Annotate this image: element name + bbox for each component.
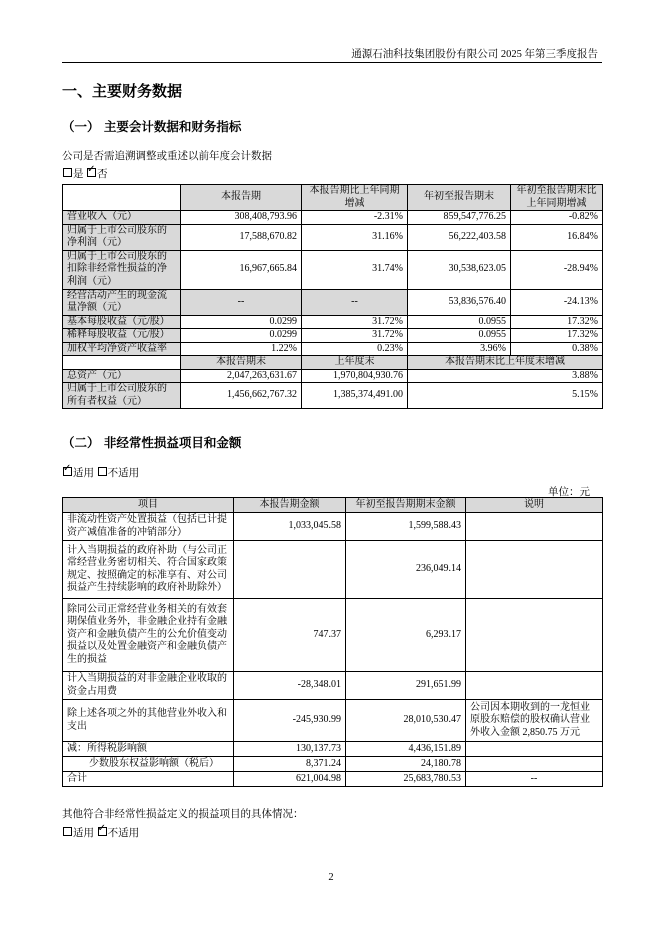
header-cell: 本报告期末比上年度末增减 bbox=[408, 356, 603, 370]
cell: -28,348.01 bbox=[234, 672, 346, 700]
cell: 3.96% bbox=[408, 342, 511, 356]
cell: 17.32% bbox=[511, 315, 603, 329]
cell: -245,930.99 bbox=[234, 700, 346, 742]
cell: 56,222,403.58 bbox=[408, 224, 511, 250]
cell: 0.0299 bbox=[181, 315, 302, 329]
other-applicable-options: 适用 ✓ 不适用 bbox=[62, 825, 139, 840]
header-divider bbox=[62, 62, 602, 63]
table-row bbox=[63, 541, 603, 599]
cell: 4,436,151.89 bbox=[346, 742, 466, 757]
table-row bbox=[63, 383, 603, 409]
cell: 236,049.14 bbox=[346, 541, 466, 599]
cell: 859,547,776.25 bbox=[408, 211, 511, 225]
table-row bbox=[63, 329, 603, 343]
item-cell: 减：所得税影响额 bbox=[63, 742, 234, 757]
cell bbox=[234, 541, 346, 599]
note-cell bbox=[466, 599, 603, 672]
page-header: 通源石油科技集团股份有限公司 2025 年第三季度报告 bbox=[351, 49, 598, 60]
cell: 0.0955 bbox=[408, 329, 511, 343]
item-cell: 合计 bbox=[63, 772, 234, 787]
cell: 2,047,263,631.67 bbox=[181, 369, 302, 383]
unit-label: 单位：元 bbox=[548, 487, 590, 498]
note-cell: -- bbox=[466, 772, 603, 787]
checkbox-checked-icon[interactable] bbox=[63, 467, 72, 476]
checkbox-checked-icon[interactable] bbox=[98, 827, 107, 836]
cell: 8,371.24 bbox=[234, 757, 346, 772]
cell: 0.0955 bbox=[408, 315, 511, 329]
note-cell: 公司因本期收到的一龙恒业原股东赔偿的股权确认营业外收入金额 2,850.75 万元 bbox=[466, 700, 603, 742]
table-row bbox=[63, 289, 603, 315]
row-label: 营业收入（元） bbox=[63, 211, 181, 225]
header-cell: 项目 bbox=[63, 498, 234, 513]
cell: 1,385,374,491.00 bbox=[302, 383, 408, 409]
cell: 53,836,576.40 bbox=[408, 289, 511, 315]
cell: 291,651.99 bbox=[346, 672, 466, 700]
header-cell: 上年度末 bbox=[302, 356, 408, 370]
cell: 31.74% bbox=[302, 250, 408, 289]
header-cell: 年初至报告期期末金额 bbox=[346, 498, 466, 513]
cell: 1,033,045.58 bbox=[234, 513, 346, 541]
row-label: 归属于上市公司股东的所有者权益（元） bbox=[63, 383, 181, 409]
header-cell: 本报告期末 bbox=[181, 356, 302, 370]
restate-options: 是 ✓ 否 bbox=[62, 166, 108, 181]
table-total-row bbox=[63, 772, 603, 787]
row-label: 基本每股收益（元/股） bbox=[63, 315, 181, 329]
restate-question: 公司是否需追溯调整或重述以前年度会计数据 bbox=[62, 151, 272, 162]
note-cell bbox=[466, 742, 603, 757]
checkbox-unchecked-icon[interactable] bbox=[63, 168, 72, 177]
row-label: 经营活动产生的现金流量净额（元） bbox=[63, 289, 181, 315]
table-row bbox=[63, 211, 603, 225]
cell: -- bbox=[181, 289, 302, 315]
header-cell: 年初至报告期末 bbox=[408, 185, 511, 211]
cell: 1,456,662,767.32 bbox=[181, 383, 302, 409]
row-label: 稀释每股收益（元/股） bbox=[63, 329, 181, 343]
cell: 621,004.98 bbox=[234, 772, 346, 787]
header-cell: 年初至报告期末比上年同期增减 bbox=[511, 185, 603, 211]
table-row bbox=[63, 700, 603, 742]
item-cell: 计入当期损益的对非金融企业收取的资金占用费 bbox=[63, 672, 234, 700]
cell: 17.32% bbox=[511, 329, 603, 343]
cell: -2.31% bbox=[302, 211, 408, 225]
cell: 31.72% bbox=[302, 315, 408, 329]
checkbox-unchecked-icon[interactable] bbox=[98, 467, 107, 476]
header-cell: 本报告期金额 bbox=[234, 498, 346, 513]
cell: 28,010,530.47 bbox=[346, 700, 466, 742]
cell: 130,137.73 bbox=[234, 742, 346, 757]
item-cell: 少数股东权益影响额（税后） bbox=[63, 757, 234, 772]
cell: -28.94% bbox=[511, 250, 603, 289]
row-label: 归属于上市公司股东的净利润（元） bbox=[63, 224, 181, 250]
cell: 30,538,623.05 bbox=[408, 250, 511, 289]
cell: 6,293.17 bbox=[346, 599, 466, 672]
cell: 3.88% bbox=[408, 369, 603, 383]
table-row bbox=[63, 599, 603, 672]
note-cell bbox=[466, 757, 603, 772]
cell: 24,180.78 bbox=[346, 757, 466, 772]
checkbox-unchecked-icon[interactable] bbox=[63, 827, 72, 836]
table-row bbox=[63, 369, 603, 383]
cell: 31.16% bbox=[302, 224, 408, 250]
header-cell: 本报告期比上年同期增减 bbox=[302, 185, 408, 211]
header-cell: 说明 bbox=[466, 498, 603, 513]
header-cell: 本报告期 bbox=[181, 185, 302, 211]
header-cell bbox=[63, 185, 181, 211]
table-row bbox=[63, 315, 603, 329]
cell: 1,599,588.43 bbox=[346, 513, 466, 541]
applicable-options: ✓适用 不适用 bbox=[62, 465, 139, 480]
page-number: 2 bbox=[328, 872, 334, 883]
cell: 747.37 bbox=[234, 599, 346, 672]
table-row bbox=[63, 672, 603, 700]
table-row bbox=[63, 250, 603, 289]
cell: 16,967,665.84 bbox=[181, 250, 302, 289]
table-row bbox=[63, 342, 603, 356]
item-cell: 计入当期损益的政府补助（与公司正常经营业务密切相关、符合国家政策规定、按照确定的标准享有、对公司损益产生持续影响的政府补助除外） bbox=[63, 541, 234, 599]
cell: 0.0299 bbox=[181, 329, 302, 343]
item-cell: 非流动性资产处置损益（包括已计提资产减值准备的冲销部分） bbox=[63, 513, 234, 541]
cell: 1.22% bbox=[181, 342, 302, 356]
cell: 1,970,804,930.76 bbox=[302, 369, 408, 383]
subsection-title-2: （二） 非经常性损益项目和金额 bbox=[62, 435, 242, 450]
cell: 308,408,793.96 bbox=[181, 211, 302, 225]
cell: -24.13% bbox=[511, 289, 603, 315]
financial-indicators-table bbox=[62, 184, 603, 409]
row-label: 总资产（元） bbox=[63, 369, 181, 383]
table-row bbox=[63, 742, 603, 757]
table-header-row bbox=[63, 356, 603, 370]
table-row bbox=[63, 513, 603, 541]
cell: 25,683,780.53 bbox=[346, 772, 466, 787]
item-cell: 除同公司正常经营业务相关的有效套期保值业务外，非金融企业持有金融资产和金融负债产生的公允价值变动损益以及处置金融资产和金融负债产生的损益 bbox=[63, 599, 234, 672]
cell: 0.23% bbox=[302, 342, 408, 356]
note-cell bbox=[466, 541, 603, 599]
table-row bbox=[63, 757, 603, 772]
row-label: 归属于上市公司股东的扣除非经常性损益的净利润（元） bbox=[63, 250, 181, 289]
subsection-title-1: （一） 主要会计数据和财务指标 bbox=[62, 119, 242, 134]
cell: 31.72% bbox=[302, 329, 408, 343]
cell: -0.82% bbox=[511, 211, 603, 225]
cell: 16.84% bbox=[511, 224, 603, 250]
table-row bbox=[63, 224, 603, 250]
non-recurring-items-table bbox=[62, 497, 603, 787]
cell: 0.38% bbox=[511, 342, 603, 356]
cell: 17,588,670.82 bbox=[181, 224, 302, 250]
other-items-text: 其他符合非经常性损益定义的损益项目的具体情况： bbox=[62, 809, 304, 820]
section-title: 一、主要财务数据 bbox=[62, 82, 183, 100]
table-header-row bbox=[63, 185, 603, 211]
checkbox-checked-icon[interactable] bbox=[87, 168, 96, 177]
cell: 5.15% bbox=[408, 383, 603, 409]
note-cell bbox=[466, 513, 603, 541]
header-cell bbox=[63, 356, 181, 370]
row-label: 加权平均净资产收益率 bbox=[63, 342, 181, 356]
note-cell bbox=[466, 672, 603, 700]
cell: -- bbox=[302, 289, 408, 315]
table-header-row bbox=[63, 498, 603, 513]
item-cell: 除上述各项之外的其他营业外收入和支出 bbox=[63, 700, 234, 742]
